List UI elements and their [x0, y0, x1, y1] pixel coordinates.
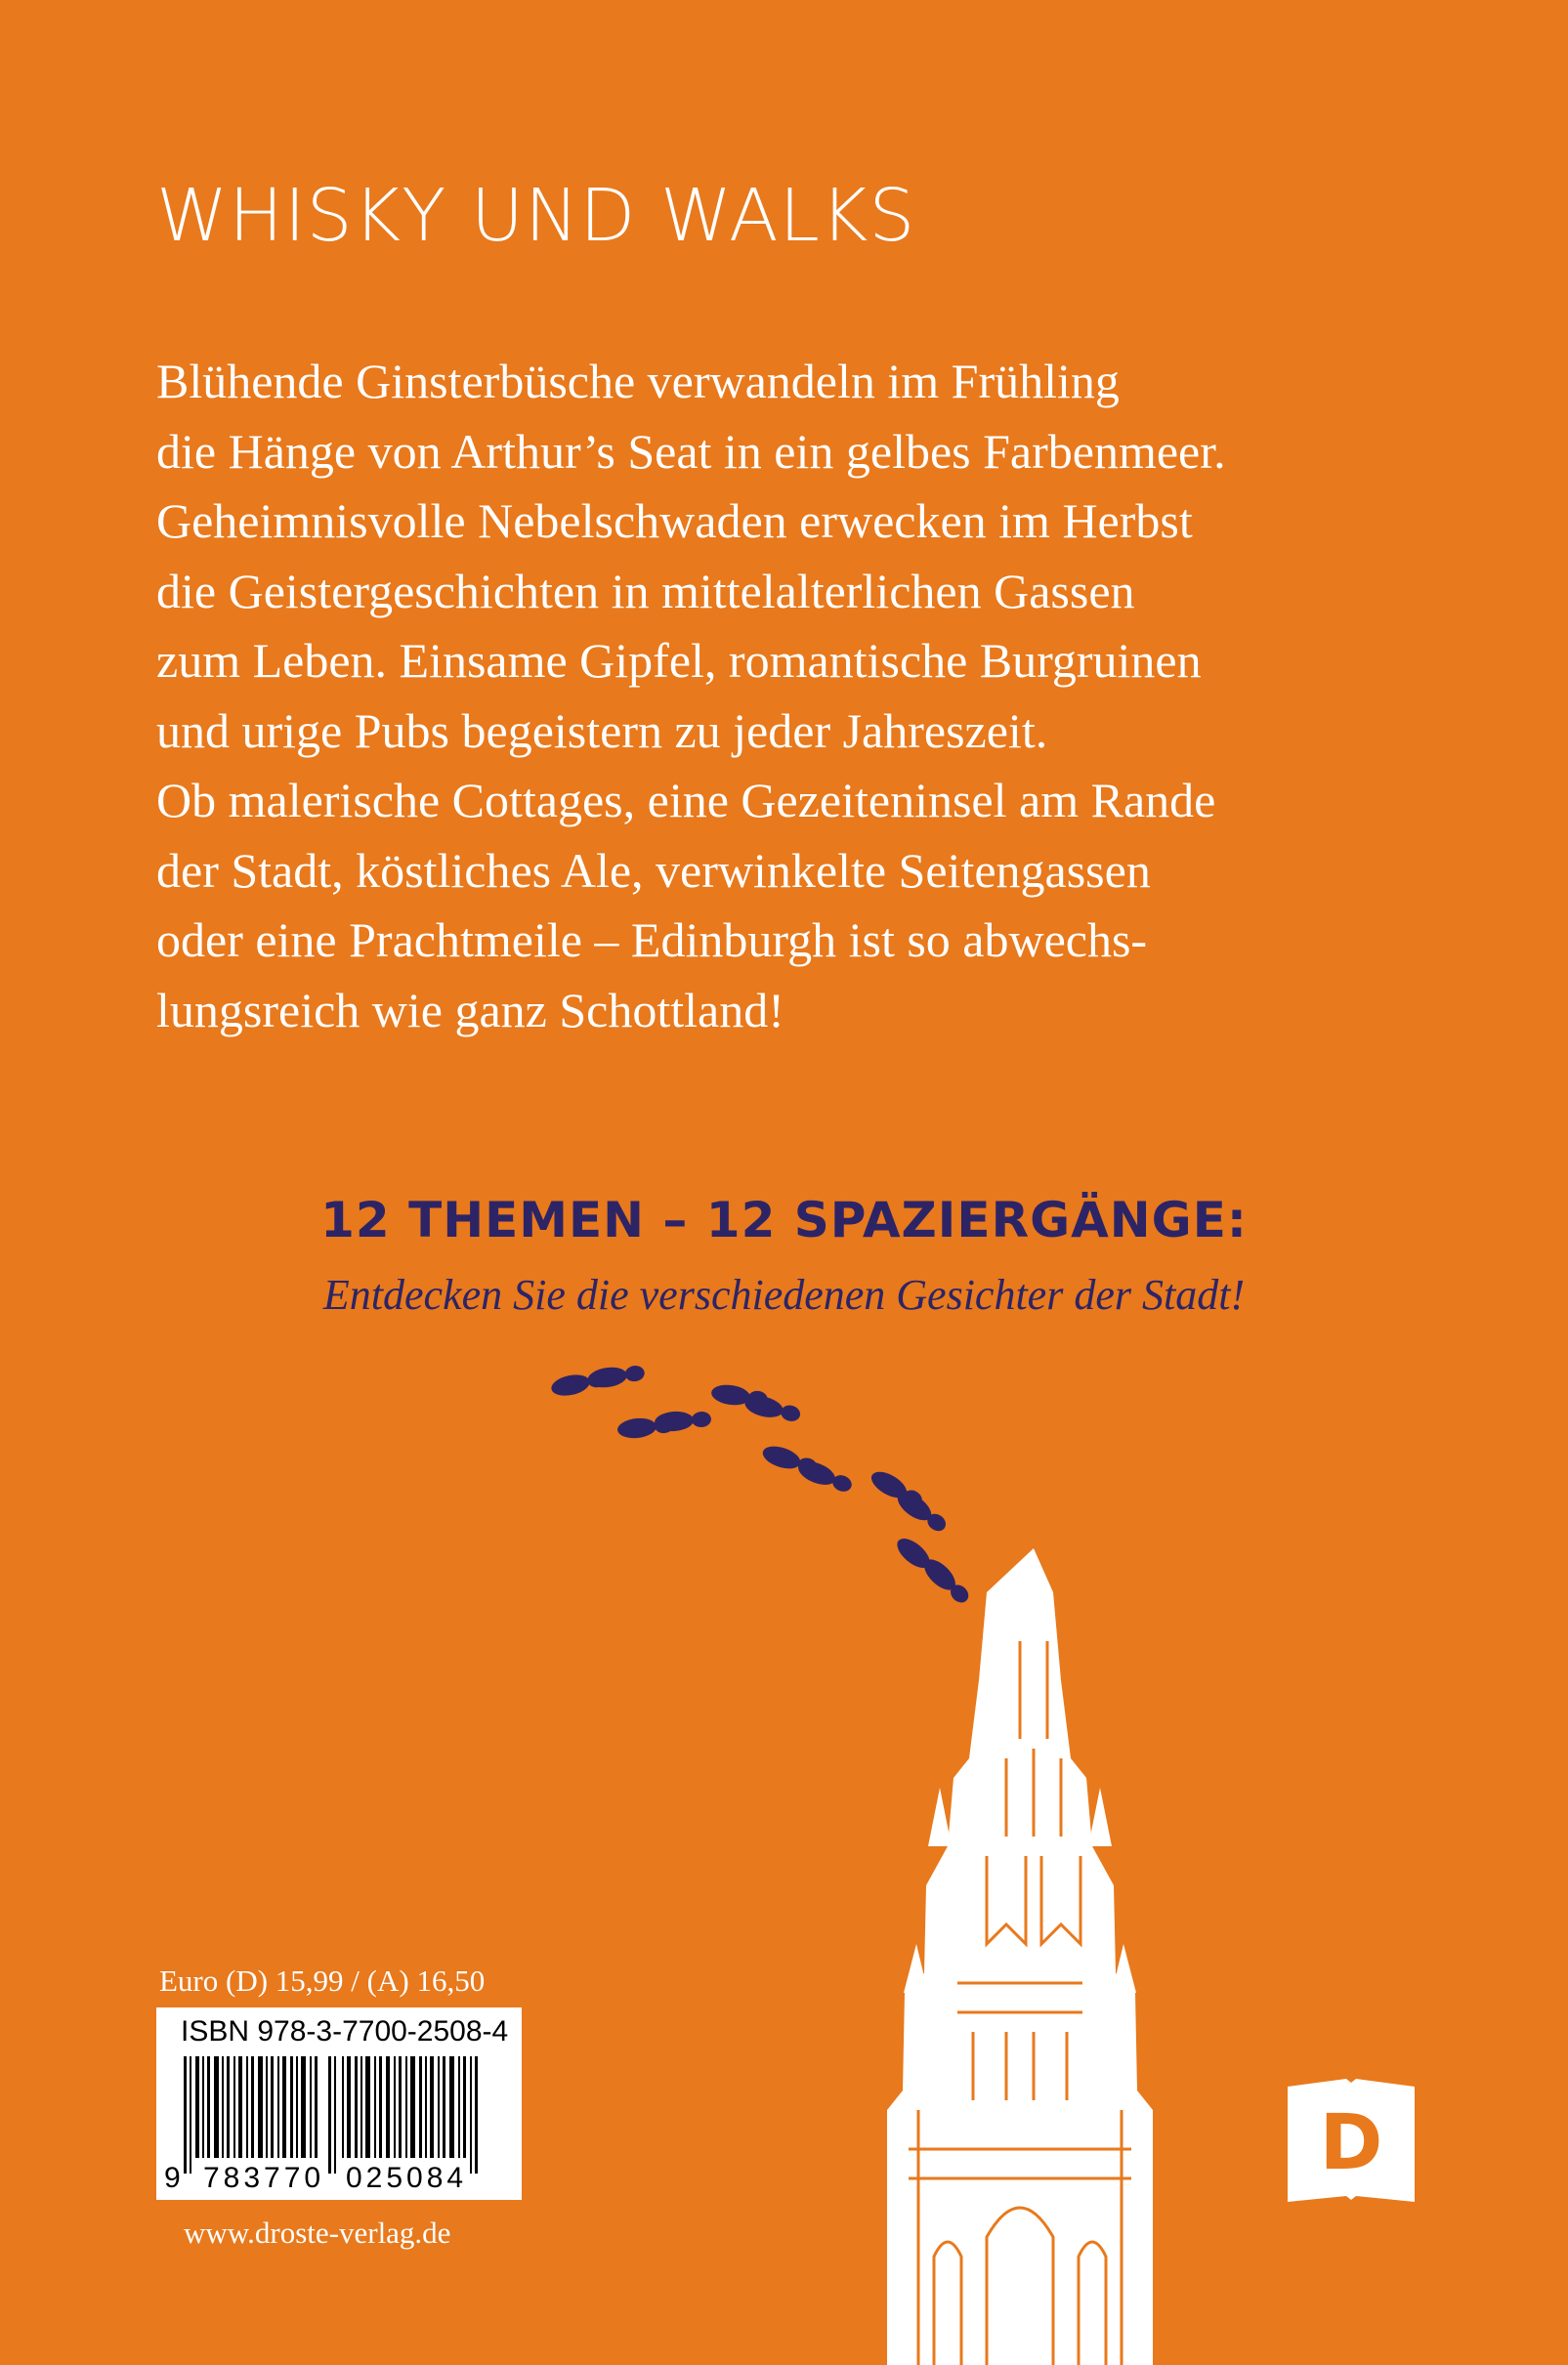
publisher-logo-icon: [1288, 2079, 1415, 2202]
walks-subheading: 12 THEMEN – 12 SPAZIERGÄNGE:: [320, 1192, 1248, 1248]
blurb-line: Blühende Ginsterbüsche verwandeln im Frühling: [156, 354, 1120, 408]
barcode-lead-digit: 9: [164, 2162, 181, 2194]
blurb-line: und urige Pubs begeistern zu jeder Jahreszeit.: [156, 702, 1048, 758]
logo-letter: D: [1319, 2099, 1383, 2187]
blurb-line: lungsreich wie ganz Schottland!: [156, 982, 784, 1037]
walks-tagline: Entdecken Sie die verschiedenen Gesichter der Stadt!: [322, 1271, 1246, 1319]
price-label: Euro (D) 15,99 / (A) 16,50: [159, 1964, 486, 1998]
blurb-line: Ob malerische Cottages, eine Gezeiteninsel am Rande: [156, 773, 1216, 827]
barcode-right-digits: 025084: [346, 2162, 468, 2194]
blurb-line: die Geistergeschichten in mittelalterlichen Gassen: [156, 563, 1135, 618]
blurb-line: der Stadt, köstliches Ale, verwinkelte Seitengassen: [156, 842, 1151, 898]
blurb-line: oder eine Prachtmeile – Edinburgh ist so abwechs-: [156, 912, 1148, 967]
isbn-barcode: [156, 2007, 522, 2200]
blurb-line: die Hänge von Arthur’s Seat in ein gelbes Farbenmeer.: [156, 423, 1226, 479]
publisher-website: www.droste-verlag.de: [184, 2216, 451, 2250]
isbn-number: ISBN 978-3-7700-2508-4: [181, 2015, 509, 2048]
barcode-digits: [156, 2162, 522, 2195]
barcode-left-digits: 783770: [203, 2162, 325, 2194]
blurb-line: zum Leben. Einsame Gipfel, romantische Burgruinen: [156, 633, 1202, 688]
blurb-line: Geheimnisvolle Nebelschwaden erwecken im Herbst: [156, 493, 1193, 548]
cover-title: WHISKY UND WALKS: [156, 174, 916, 258]
